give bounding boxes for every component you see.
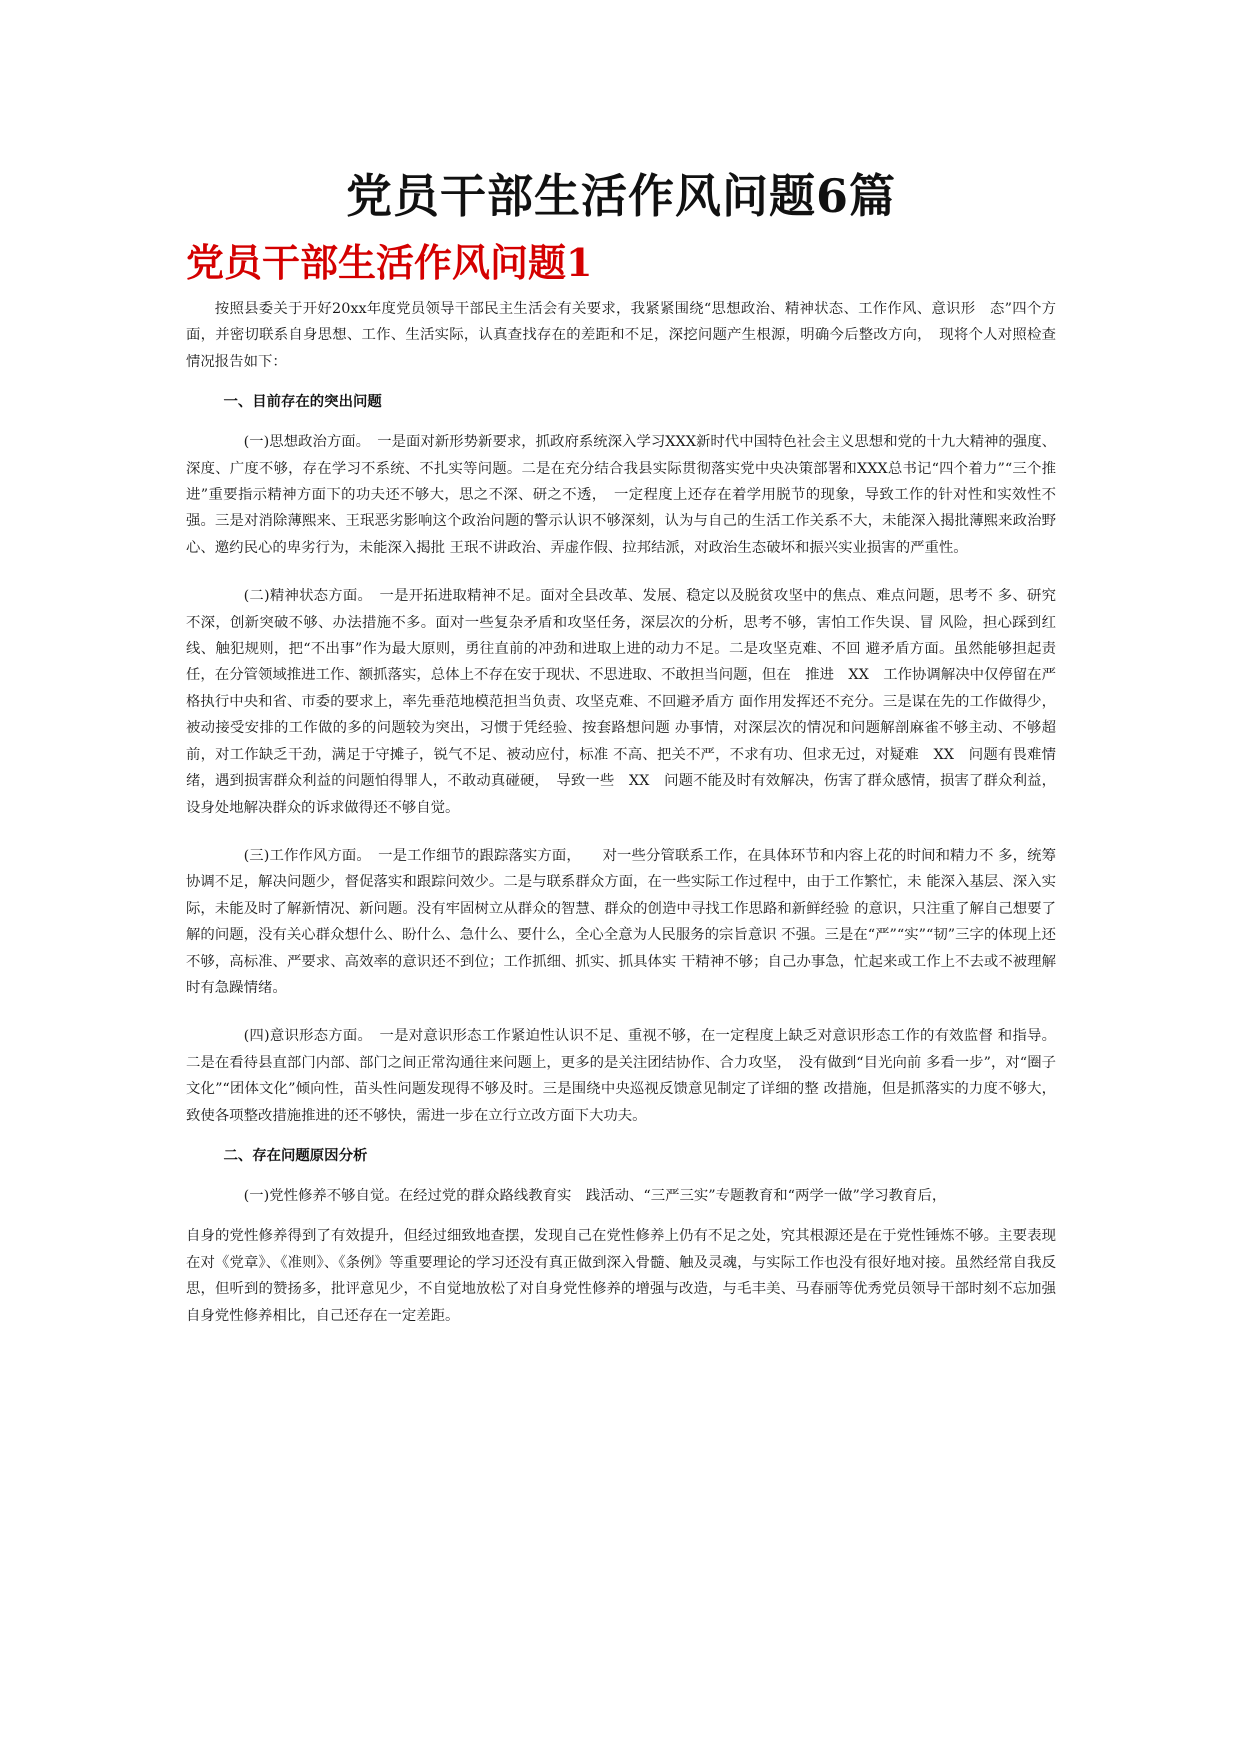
paragraph-mental-state: (二)精神状态方面。 一是开拓进取精神不足。面对全县改革、发展、稳定以及脱贫攻坚中的焦点、难点问题，思考不 多、研究不深，创新突破不够、办法措施不多。面对一些复杂矛盾和攻坚任务，深层次的分析，思考不够，害怕工作失误、冒 风险，担心踩到红线、触犯规则，把“不出事”作为最大原则，勇往直前的冲劲和进取上进的动力不足。二是攻坚克难、不回 避矛盾方面。虽然能够担起责任，在分管领域推进工作、额抓落实，总体上不存在安于现状、不思进取、不敢担当问题，但在 推进 XX 工作协调解决中仅停留在严格执行中央和省、市委的要求上，率先垂范地模范担当负责、攻坚克难、不回避矛盾方 面作用发挥还不充分。三是谋在先的工作做得少，被动接受安排的工作做的多的问题较为突出，习惯于凭经验、按套路想问题 办事情，对深层次的情况和问题解剖麻雀不够主动、不够超前，对工作缺乏干劲，满足于守摊子，锐气不足、被动应付，标准 不高、把关不严，不求有功、但求无过，对疑难 XX 问题有畏难情绪，遇到损害群众利益的问题怕得罪人，不敢动真碰硬， 导致一些 XX 问题不能及时有效解决，伤害了群众感情，损害了群众利益，设身处地解决群众的诉求做得还不够自觉。 [186,588,1056,816]
section-heading-problems: 一、目前存在的突出问题 [223,394,382,411]
paragraph-political-thought: (一)思想政治方面。 一是面对新形势新要求，抓政府系统深入学习XXX新时代中国特色社会主义思想和党的十九大精神的强度、深度、广度不够，存在学习不系统、不扎实等问题。二是在充分结合我县实际贯彻落实党中央决策部署和XXX总书记“四个着力”“三个推进”重要指示精神方面下的功夫还不够大，思之不深、研之不透， 一定程度上还存在着学用脱节的现象，导致工作的针对性和实效性不强。三是对消除薄熙来、王珉恶劣影响这个政治问题的警示认识不够深刻，认为与自己的生活工作关系不大，未能深入揭批薄熙来政治野心、邀约民心的卑劣行为，未能深入揭批 王珉不讲政治、弄虚作假、拉邦结派，对政治生态破坏和振兴实业损害的严重性。 [186,434,1056,556]
paragraph-work-style: (三)工作作风方面。 一是工作细节的跟踪落实方面， 对一些分管联系工作，在具体环节和内容上花的时间和精力不 多，统筹协调不足，解决问题少，督促落实和跟踪问效少。二是与联系群众方面，在一些实际工作过程中，由于工作繁忙，未 能深入基层、深入实际，未能及时了解新情况、新问题。没有牢固树立从群众的智慧、群众的创造中寻找工作思路和新鲜经验 的意识，只注重了解自己想要了解的问题，没有关心群众想什么、盼什么、急什么、要什么，全心全意为人民服务的宗旨意识 不强。三是在“严”“实”“韧”三字的体现上还不够，高标准、严要求、高效率的意识还不到位；工作抓细、抓实、抓具体实 干精神不够；自己办事急，忙起来或工作上不去或不被理解时有急躁情绪。 [186,847,1056,996]
document-title: 党员干部生活作风问题6篇 [345,169,896,223]
paragraph-party-spirit-continued: 自身的党性修养得到了有效提升，但经过细致地查摆，发现自己在党性修养上仍有不足之处，究其根源还是在于党性锤炼不够。主要表现在对《党章》、《准则》、《条例》等重要理论的学习还没有真正做到深入骨髓、触及灵魂，与实际工作也没有很好地对接。虽然经常自我反思，但听到的赞扬多，批评意见少，不自觉地放松了对自身党性修养的增强与改造，与毛丰美、马春丽等优秀党员领导干部时刻不忘加强自身党性修养相比，自己还存在一定差距。 [186,1228,1056,1324]
intro-paragraph: 按照县委关于开好20xx年度党员领导干部民主生活会有关要求，我紧紧围绕“思想政治、精神状态、工作作风、意识形 态”四个方面，并密切联系自身思想、工作、生活实际，认真查找存在的差距和不足，深挖问题产生根源，明确今后整改方向， 现将个人对照检查情况报告如下： [186,301,1056,370]
document-body [186,296,1056,1329]
document-subtitle: 党员干部生活作风问题1 [186,240,593,285]
document-page [186,0,1056,1754]
section-heading-causes: 二、存在问题原因分析 [223,1147,368,1164]
paragraph-party-spirit: (一)党性修养不够自觉。在经过党的群众路线教育实 践活动、“三严三实”专题教育和“两学一做”学习教育后， [243,1187,947,1204]
paragraph-ideology: (四)意识形态方面。 一是对意识形态工作紧迫性认识不足、重视不够，在一定程度上缺乏对意识形态工作的有效监督 和指导。二是在看待县直部门内部、部门之间正常沟通往来问题上，更多的是关注团结协作、合力攻坚， 没有做到“目光向前 多看一步”，对“圈子文化”“团体文化”倾向性，苗头性问题发现得不够及时。三是围绕中央巡视反馈意见制定了详细的整 改措施，但是抓落实的力度不够大，致使各项整改措施推进的还不够快，需进一步在立行立改方面下大功夫。 [186,1028,1056,1124]
